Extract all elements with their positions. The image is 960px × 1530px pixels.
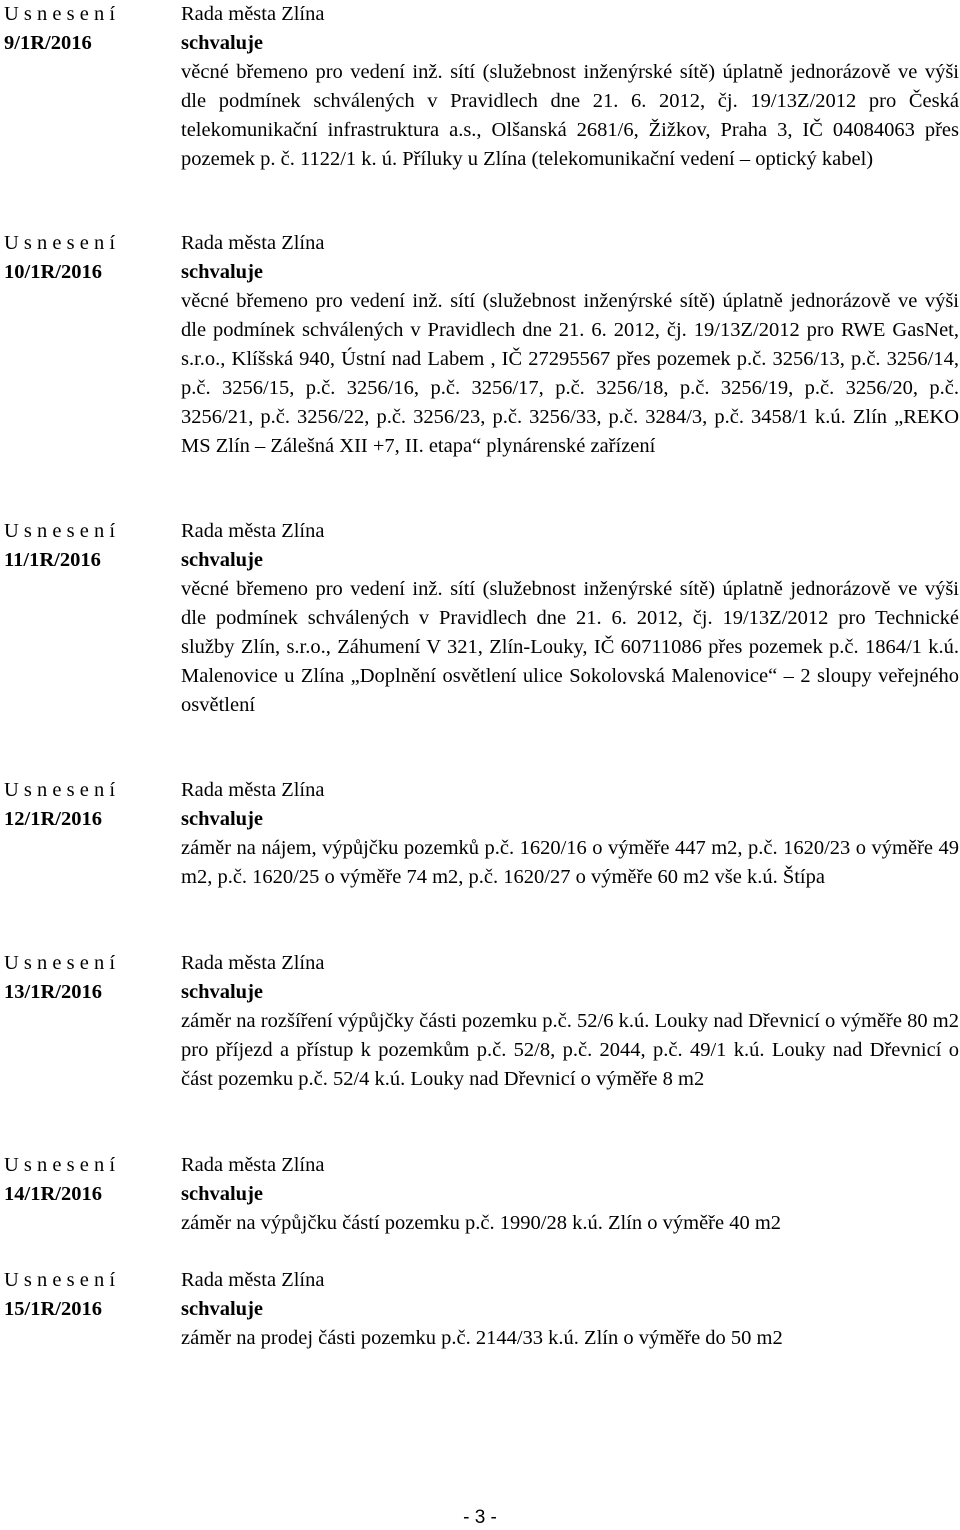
council-name: Rada města Zlína bbox=[181, 952, 325, 974]
page-number: - 3 - bbox=[463, 1507, 497, 1528]
resolution-text: záměr na rozšíření výpůjčky části pozemku p.č. 52/6 k.ú. Louky nad Dřevnicí o výměře 80 m2 pro příjezd a přístup k pozemkům p.č. 52/8, p.č. 2044, p.č. 49/1 k.ú. Louky nad Dřevnicí o část pozemku p.č. 52/4 k.ú. Louky nad Dřevnicí o výměře 8 m2 bbox=[181, 1010, 959, 1090]
resolution-number: 15/1R/2016 bbox=[4, 1298, 102, 1320]
council-name: Rada města Zlína bbox=[181, 520, 325, 542]
resolution-content bbox=[181, 949, 959, 1094]
resolution-content bbox=[181, 517, 959, 720]
resolution-content bbox=[181, 1151, 959, 1238]
resolution-content bbox=[181, 1266, 959, 1353]
resolution-text: záměr na nájem, výpůjčku pozemků p.č. 1620/16 o výměře 447 m2, p.č. 1620/23 o výměře 49 m2, p.č. 1620/25 o výměře 74 m2, p.č. 1620/27 o výměře 60 m2 vše k.ú. Štípa bbox=[181, 837, 959, 888]
resolution-number: 12/1R/2016 bbox=[4, 808, 102, 830]
resolution-text: záměr na výpůjčku částí pozemku p.č. 1990/28 k.ú. Zlín o výměře 40 m2 bbox=[181, 1212, 782, 1234]
resolution-label: U s n e s e n í bbox=[4, 1154, 116, 1176]
resolution-verb: schvaluje bbox=[181, 1183, 263, 1205]
resolution-content bbox=[181, 776, 959, 892]
resolution-verb: schvaluje bbox=[181, 981, 263, 1003]
resolution-number: 13/1R/2016 bbox=[4, 981, 102, 1003]
resolution-heading bbox=[4, 0, 174, 58]
resolution-text: záměr na prodej části pozemku p.č. 2144/33 k.ú. Zlín o výměře do 50 m2 bbox=[181, 1327, 783, 1349]
resolution-number: 9/1R/2016 bbox=[4, 32, 92, 54]
resolution-heading bbox=[4, 229, 174, 287]
council-name: Rada města Zlína bbox=[181, 3, 325, 25]
resolution-label: U s n e s e n í bbox=[4, 3, 116, 25]
resolution-text: věcné břemeno pro vedení inž. sítí (služebnost inženýrské sítě) úplatně jednorázově ve výši dle podmínek schválených v Pravidlech dne 21. 6. 2012, čj. 19/13Z/2012 pro Technické služby Zlín, s.r.o., Záhumení V 321, Zlín-Louky, IČ 60711086 přes pozemek p.č. 1864/1 k.ú. Malenovice u Zlína „Doplnění osvětlení ulice Sokolovská Malenovice“ – 2 sloupy veřejného osvětlení bbox=[181, 578, 959, 716]
resolution-verb: schvaluje bbox=[181, 32, 263, 54]
resolution-heading bbox=[4, 517, 174, 575]
council-name: Rada města Zlína bbox=[181, 779, 325, 801]
resolution-label: U s n e s e n í bbox=[4, 952, 116, 974]
resolution-label: U s n e s e n í bbox=[4, 1269, 116, 1291]
resolution-number: 10/1R/2016 bbox=[4, 261, 102, 283]
resolution-content bbox=[181, 229, 959, 461]
resolution-heading bbox=[4, 776, 174, 834]
resolution-verb: schvaluje bbox=[181, 549, 263, 571]
resolution-heading bbox=[4, 1151, 174, 1209]
resolution-verb: schvaluje bbox=[181, 1298, 263, 1320]
resolution-content bbox=[181, 0, 959, 174]
resolution-verb: schvaluje bbox=[181, 261, 263, 283]
council-name: Rada města Zlína bbox=[181, 232, 325, 254]
resolution-heading bbox=[4, 1266, 174, 1324]
resolution-text: věcné břemeno pro vedení inž. sítí (služebnost inženýrské sítě) úplatně jednorázově ve výši dle podmínek schválených v Pravidlech dne 21. 6. 2012, čj. 19/13Z/2012 pro Česká telekomunikační infrastruktura a.s., Olšanská 2681/6, Žižkov, Praha 3, IČ 04084063 přes pozemek p. č. 1122/1 k. ú. Příluky u Zlína (telekomunikační vedení – optický kabel) bbox=[181, 61, 959, 170]
resolution-number: 11/1R/2016 bbox=[4, 549, 101, 571]
council-name: Rada města Zlína bbox=[181, 1154, 325, 1176]
resolution-heading bbox=[4, 949, 174, 1007]
resolution-label: U s n e s e n í bbox=[4, 520, 116, 542]
resolution-label: U s n e s e n í bbox=[4, 232, 116, 254]
resolution-number: 14/1R/2016 bbox=[4, 1183, 102, 1205]
council-name: Rada města Zlína bbox=[181, 1269, 325, 1291]
resolution-verb: schvaluje bbox=[181, 808, 263, 830]
resolution-label: U s n e s e n í bbox=[4, 779, 116, 801]
resolution-text: věcné břemeno pro vedení inž. sítí (služebnost inženýrské sítě) úplatně jednorázově ve výši dle podmínek schválených v Pravidlech dne 21. 6. 2012, čj. 19/13Z/2012 pro RWE GasNet, s.r.o., Klíšská 940, Ústní nad Labem , IČ 27295567 přes pozemek p.č. 3256/13, p.č. 3256/14, p.č. 3256/15, p.č. 3256/16, p.č. 3256/17, p.č. 3256/18, p.č. 3256/19, p.č. 3256/20, p.č. 3256/21, p.č. 3256/22, p.č. 3256/23, p.č. 3256/33, p.č. 3284/3, p.č. 3458/1 k.ú. Zlín „REKO MS Zlín – Zálešná XII +7, II. etapa“ plynárenské zařízení bbox=[181, 290, 959, 457]
